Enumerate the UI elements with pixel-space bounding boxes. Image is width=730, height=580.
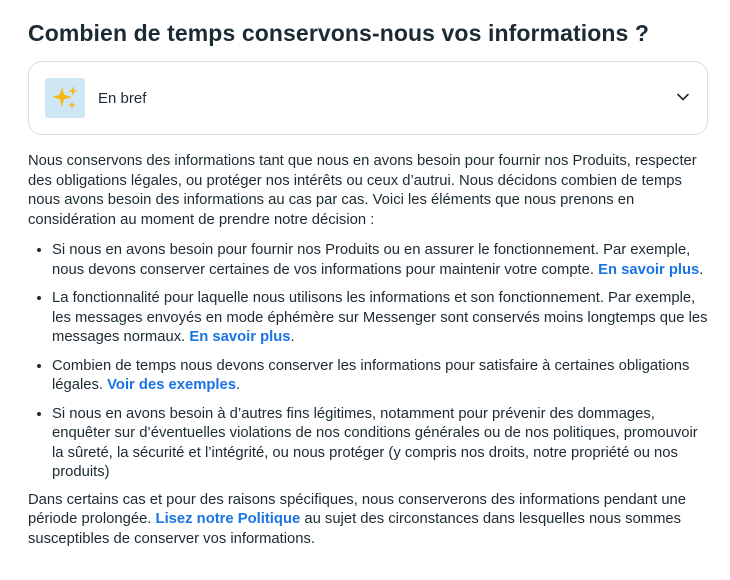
summary-accordion[interactable] xyxy=(28,61,708,135)
read-policy-link[interactable]: Lisez notre Politique xyxy=(155,511,301,527)
section-title: Combien de temps conservons-nous vos informations ? xyxy=(28,20,650,46)
list-item: • Si nous en avons besoin à d’autres fins légitimes, notamment pour prévenir des dommages, enquêter sur d’éventuelles violations de nos conditions générales ou de nos politiques, promouvoir la sûreté, la sécurité et l’intégrité, ou nous protéger (y compris nos droits, notre propriété ou nos produits) xyxy=(52,404,712,483)
list-item: • Si nous en avons besoin pour fournir nos Produits ou en assurer le fonctionnement. Par exemple, nous devons conserver certaines de vos informations pour maintenir votre compte. En savoir plus. xyxy=(52,240,712,280)
section-body xyxy=(28,152,712,549)
learn-more-link[interactable]: En savoir plus xyxy=(598,261,700,278)
see-examples-link[interactable]: Voir des exemples xyxy=(107,377,236,393)
intro-paragraph: Nous conservons des informations tant que nous en avons besoin pour fournir nos Produits, respecter des obligations légales, ou protéger nos intérêts ou ceux d’autrui. Nous décidons combien de temps nous avons besoin des informations au cas par cas. Voici les éléments que nous prenons en considération au moment de prendre notre décision : xyxy=(28,153,697,228)
sparkles-icon xyxy=(45,78,85,118)
chevron-down-icon[interactable] xyxy=(676,90,690,104)
learn-more-link[interactable]: En savoir plus xyxy=(189,329,291,345)
closing-paragraph: Dans certains cas et pour des raisons spécifiques, nous conserverons des informations pendant une période prolongée. Lisez notre Politique au sujet des circonstances dans lesquelles nous sommes susceptibles de conserver vos informations. xyxy=(28,491,687,547)
criteria-list xyxy=(28,240,712,483)
list-item: • Combien de temps nous devons conserver les informations pour satisfaire à certaines obligations légales. Voir des exemples. xyxy=(52,356,712,396)
summary-label: En bref xyxy=(98,89,147,107)
list-item: • La fonctionnalité pour laquelle nous utilisons les informations et son fonctionnement. Par exemple, les messages envoyés en mode éphémère sur Messenger sont conservés moins longtemps que les messages normaux. En savoir plus. xyxy=(52,288,712,348)
